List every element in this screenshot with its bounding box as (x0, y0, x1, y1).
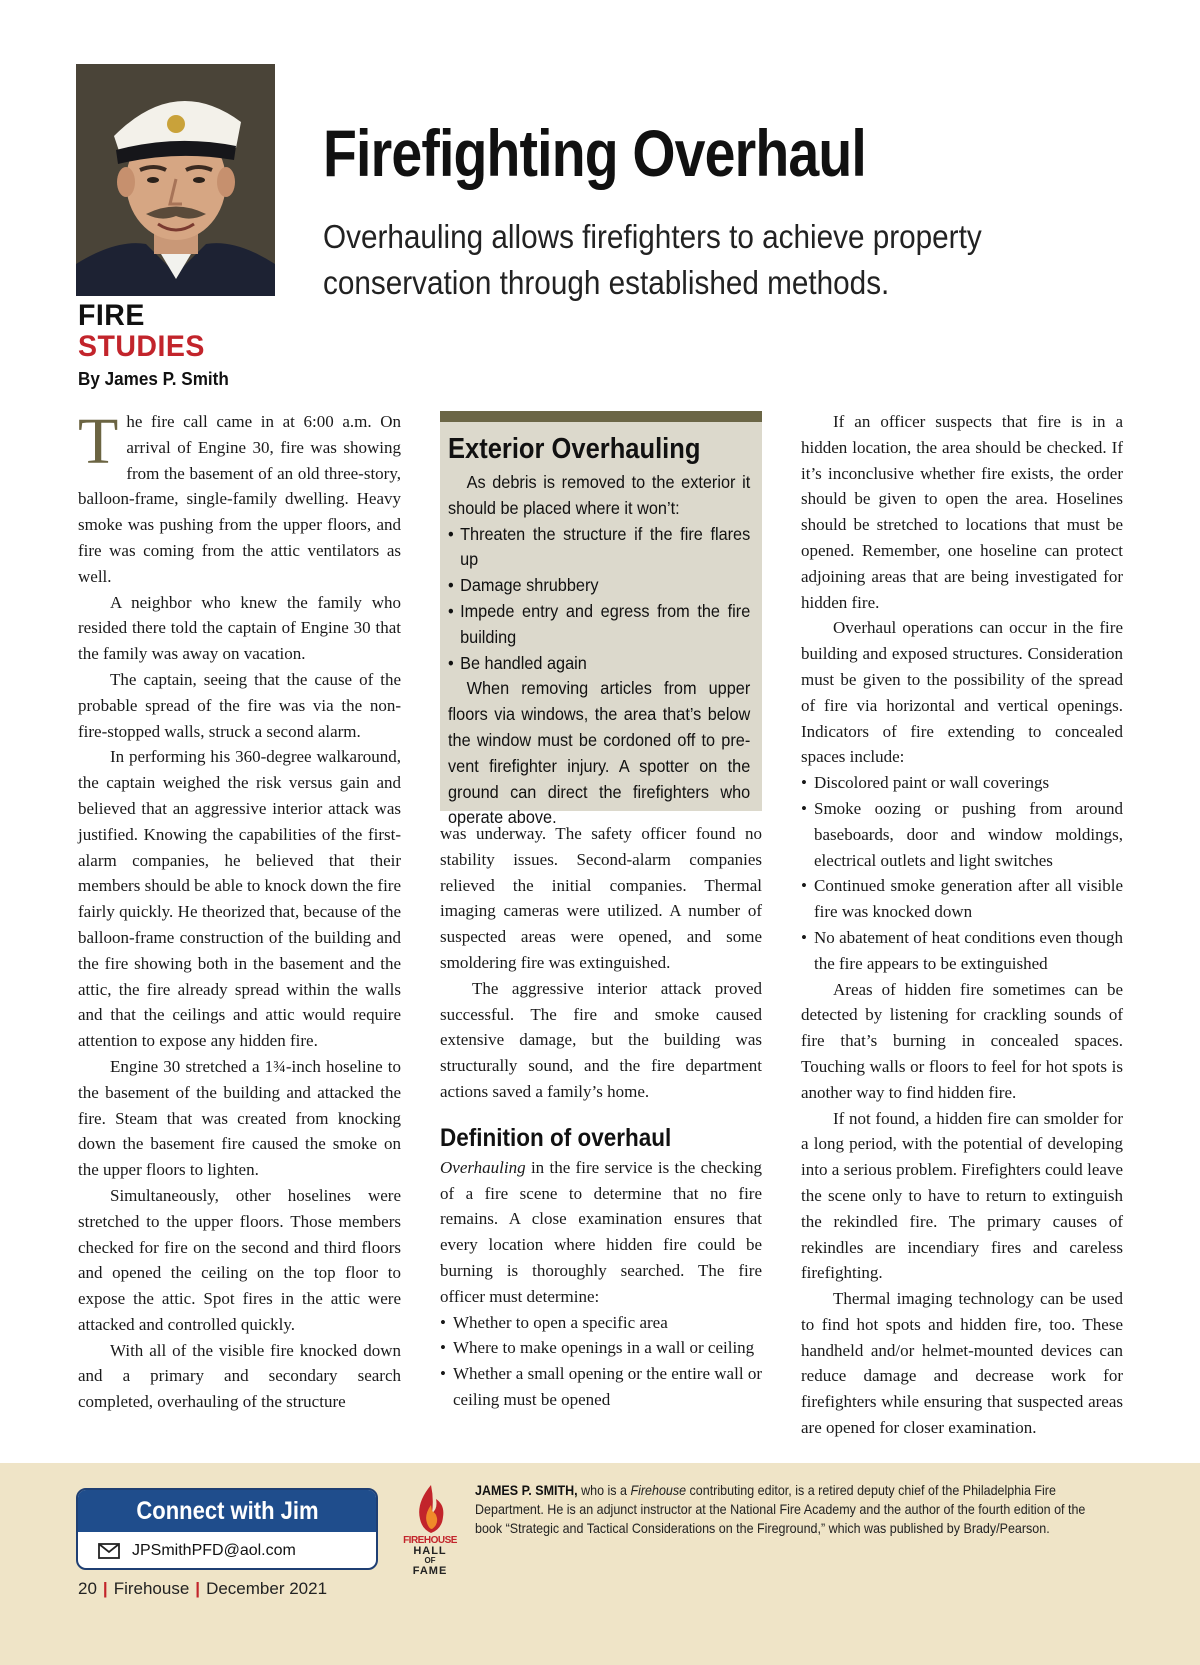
connect-title-text: Connect with Jim (135, 1497, 319, 1525)
determination-list (440, 1310, 762, 1413)
list-item: • Damage shrubbery (448, 573, 750, 599)
list-item: • Be handled again (448, 651, 750, 677)
paragraph: Thermal imaging technology can be used to find hot spots and hidden fire, too. These handheld and/or helmet-mounted devices can reduce damage and decrease work for firefighters while ensuring that suspected areas are opened for closer examination. (801, 1289, 1123, 1438)
paragraph: In performing his 360-degree walkaround, the captain weighed the risk versus gain and believed that an aggressive interior attack was justified. Knowing the capabilities of the first-alarm companies, he believed that their members should be able to knock down the fire fairly quickly. He theorized that, because of the balloon-frame construction of the building and the fire showing both in the basement and the attic, the fire already spread within the walls and that the ceilings and attic would require attention to expose any hidden fire. (78, 747, 401, 1051)
article-subtitle (323, 214, 1007, 306)
list-item: • Smoke oozing or pushing from around baseboards, door and window moldings, electrical outlets and light switches (801, 796, 1123, 873)
byline: By James P. Smith (78, 369, 229, 389)
envelope-icon (98, 1543, 120, 1559)
author-bio (475, 1481, 1110, 1538)
sidebar-title: Exterior Overhauling (448, 433, 701, 465)
hall-of-fame-logo (400, 1536, 460, 1576)
bio-magazine: Firehouse (630, 1483, 687, 1498)
page-folio (78, 1579, 327, 1599)
sidebar-closing: When removing articles from upper floors via windows, the area that’s below the window must be cordoned off to prevent firefighter injury. A spotter on the ground can direct the firefighters who operate above. (448, 678, 751, 828)
hof-firehouse: FIREHOUSE (403, 1535, 457, 1546)
hof-hall: HALL (413, 1545, 447, 1557)
subtitle-line-2: conservation through established methods. (323, 264, 890, 301)
article-column-1 (78, 405, 401, 1415)
hof-fame: FAME (412, 1565, 448, 1577)
paragraph: A neighbor who knew the family who resided there told the captain of Engine 30 that the family was away on vacation. (78, 592, 401, 664)
paragraph (78, 405, 401, 590)
paragraph-text: he fire call came in at 6:00 a.m. On arrival of Engine 30, fire was showing from the basement of an old three-story, balloon-frame, single-family dwelling. Heavy smoke was pushing from the upper floors, and fire was coming from the attic ventilators as well. (78, 412, 401, 586)
paragraph: With all of the visible fire knocked down and a primary and secondary search completed, overhauling of the structure (78, 1340, 401, 1412)
email-link[interactable]: JPSmithPFD@aol.com (132, 1542, 296, 1559)
issue-date: December 2021 (206, 1579, 328, 1598)
paragraph: If an officer suspects that fire is in a hidden location, the area should be checked. If it’s inconclusive whether fire exists, the order should be given to open the area. Hoselines should be stretched to locations that must be opened. Remember, one hoseline can protect adjoining areas that are being investigated for hidden fire. (801, 412, 1123, 612)
bio-name: JAMES P. SMITH, (475, 1483, 578, 1498)
bio-text: who is a (577, 1483, 631, 1498)
list-item: • Whether to open a specific area (440, 1310, 762, 1336)
paragraph (440, 1155, 762, 1310)
section-heading: Definition of overhaul (440, 1123, 672, 1152)
paragraph-text: in the fire service is the checking of a fire scene to determine that no fire remains. A close examination ensures that every location where hidden fire could be burning is thoroughly searched. The fire officer must determine: (440, 1157, 762, 1306)
connect-title (78, 1490, 376, 1532)
list-item: • Discolored paint or wall coverings (801, 770, 1123, 796)
connect-box (76, 1488, 378, 1570)
drop-cap: T (78, 405, 119, 478)
exterior-overhauling-sidebar (440, 411, 762, 828)
sidebar-list (448, 522, 750, 677)
department-line-studies: STUDIES (78, 330, 205, 363)
hof-of: OF (424, 1556, 436, 1565)
paragraph: Overhaul operations can occur in the fire building and exposed structures. Consideration must be given to the possibility of the spread of fire via horizontal and vertical openings. Indicators of fire extending to concealed spaces include: (801, 618, 1123, 767)
folio-separator: | (102, 1579, 108, 1598)
list-item: • Whether a small opening or the entire wall or ceiling must be opened (440, 1361, 762, 1413)
article-column-2 (440, 821, 762, 1413)
list-item: • No abatement of heat conditions even though the fire appears to be extinguished (801, 925, 1123, 977)
magazine-name: Firehouse (113, 1579, 190, 1598)
author-photo (76, 64, 275, 296)
list-item: • Threaten the structure if the fire flares up (448, 522, 750, 574)
list-item: • Where to make openings in a wall or ceiling (440, 1335, 762, 1361)
defined-term: Overhauling (440, 1157, 526, 1177)
paragraph: Simultaneously, other hoselines were stretched to the upper floors. Those members checked for fire on the second and third floors and opened the ceiling on the top floor to expose the attic. Spot fires in the attic were attacked and controlled quickly. (78, 1185, 401, 1334)
indicator-list (801, 770, 1123, 976)
page-number: 20 (78, 1579, 97, 1598)
subtitle-line-1: Overhauling allows firefighters to achieve property (323, 218, 982, 255)
author-portrait-illustration (76, 64, 275, 296)
folio-separator: | (195, 1579, 201, 1598)
sidebar-body (448, 470, 750, 831)
department-label (78, 300, 212, 362)
list-item: • Continued smoke generation after all visible fire was knocked down (801, 873, 1123, 925)
paragraph: The captain, seeing that the cause of the probable spread of the fire was via the non-fire-stopped walls, struck a second alarm. (78, 669, 401, 741)
sidebar-intro: As debris is removed to the exterior it should be placed where it won’t: (448, 472, 751, 518)
article-column-3 (801, 409, 1123, 1441)
paragraph: Areas of hidden fire sometimes can be detected by listening for crackling sounds of fire that’s burning in concealed spaces. Touching walls or floors to feel for hot spots is another way to find hidden fire. (801, 979, 1123, 1102)
paragraph: was underway. The safety officer found no stability issues. Second-alarm companies relieved the initial companies. Thermal imaging cameras were utilized. A number of suspected areas were opened, and some smoldering fire was extinguished. (440, 824, 762, 972)
paragraph: The aggressive interior attack proved successful. The fire and smoke caused extensive damage, but the building was structurally sound, and the fire department actions saved a family’s home. (440, 978, 762, 1101)
article-title: Firefighting Overhaul (323, 116, 866, 190)
paragraph: Engine 30 stretched a 1¾-inch hoseline to the basement of the building and attacked the fire. Steam that was created from knocking down the basement fire caused the smoke on the upper floors to lighten. (78, 1056, 401, 1180)
bio-text: contributing editor, is a retired deputy chief of the Philadelphia Fire Department. He is an adjunct instructor at the National Fire Academy and the author of the fourth edition of the book “Strategic and Tactical Considerations on the Fireground,” which was published by Brady/Pearson. (475, 1483, 1086, 1536)
paragraph: If not found, a hidden fire can smolder for a long period, with the potential of developing into a serious problem. Firefighters could leave the scene only to have to return to extinguish the rekindled fire. The primary causes of rekindles are incendiary fires and careless firefighting. (801, 1108, 1123, 1283)
department-line-fire: FIRE (78, 299, 145, 332)
email-row[interactable] (78, 1532, 376, 1570)
list-item: • Impede entry and egress from the fire building (448, 599, 750, 651)
